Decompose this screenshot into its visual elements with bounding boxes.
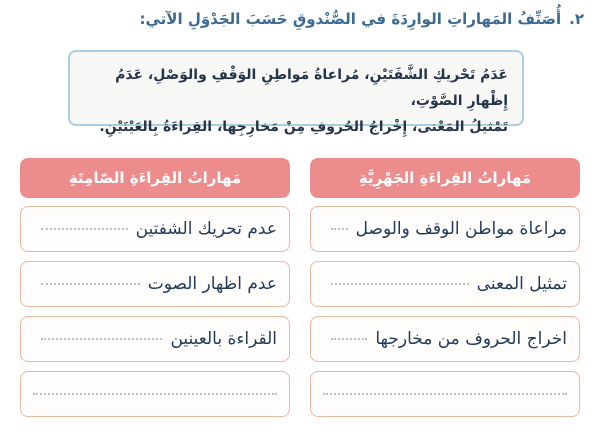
dotted-line bbox=[331, 283, 469, 285]
answer-text: عدم اظهار الصوت bbox=[147, 274, 277, 294]
question-heading bbox=[10, 10, 584, 28]
answer-cell[interactable] bbox=[20, 316, 290, 362]
word-box-line-2: تَمْثيلُ المَعْنى، إِخْراجُ الحُروفِ مِنْ مَخارِجِها، القِراءَةُ بِالعَيْنَيْنِ. bbox=[99, 119, 508, 135]
answer-text: مراعاة مواطن الوقف والوصل bbox=[355, 219, 567, 239]
answer-text: اخراج الحروف من مخارجها bbox=[375, 329, 567, 349]
answer-text: عدم تحريك الشفتين bbox=[135, 219, 277, 239]
answer-cell[interactable] bbox=[310, 316, 580, 362]
dotted-line bbox=[41, 338, 162, 340]
question-number: ٢. bbox=[569, 10, 584, 28]
dotted-line bbox=[331, 338, 367, 340]
answer-cell[interactable] bbox=[310, 206, 580, 252]
answer-text: تمثيل المعنى bbox=[476, 274, 567, 294]
dotted-line bbox=[41, 283, 140, 285]
dotted-line bbox=[323, 393, 567, 395]
answer-cell[interactable] bbox=[20, 261, 290, 307]
oral-reading-column bbox=[310, 158, 580, 426]
answer-cell[interactable] bbox=[310, 371, 580, 417]
dotted-line bbox=[331, 228, 348, 230]
oral-reading-header: مَهاراتُ القِراءَةِ الجَهْرِيَّةِ bbox=[310, 158, 580, 198]
answer-cell[interactable] bbox=[20, 371, 290, 417]
silent-reading-column bbox=[20, 158, 290, 426]
dotted-line bbox=[41, 228, 128, 230]
answer-cell[interactable] bbox=[20, 206, 290, 252]
answer-text: القراءة بالعينين bbox=[170, 329, 277, 349]
word-box-line-1: عَدَمُ تَحْريكِ الشَّفَتَيْنِ، مُراعاةُ مَواطِنِ الوَقْفِ والوَصْلِ، عَدَمُ إِظْهارِ الصَّوْتِ، bbox=[115, 67, 508, 109]
dotted-line bbox=[33, 393, 277, 395]
answer-cell[interactable] bbox=[310, 261, 580, 307]
word-box bbox=[68, 50, 524, 135]
silent-reading-header: مَهاراتُ القِراءَةِ الصّامِتَةِ bbox=[20, 158, 290, 198]
question-text: أُصَنِّفُ المَهاراتِ الوارِدَةَ في الصُّنْدوقِ حَسَبَ الجَدْوَلِ الآتي: bbox=[139, 10, 562, 28]
